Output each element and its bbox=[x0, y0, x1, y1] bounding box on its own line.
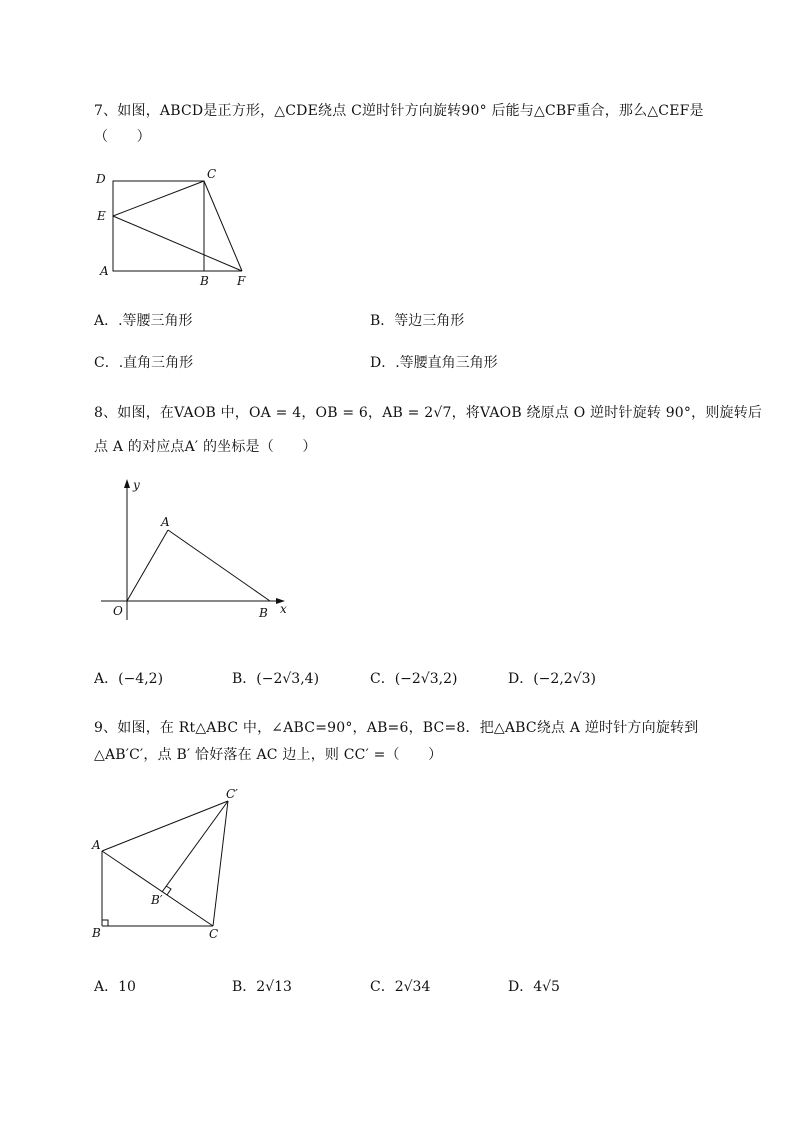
q7-square-abcd bbox=[113, 181, 204, 271]
q8-label-o: O bbox=[113, 604, 123, 618]
q7-segment-ec bbox=[113, 181, 204, 216]
q7-label-c: C bbox=[207, 167, 217, 181]
q7-label-b: B bbox=[200, 274, 209, 288]
q8-stem-line2: 点 A 的对应点A′ 的坐标是（ ） bbox=[94, 439, 317, 455]
q7-label-f: F bbox=[237, 274, 246, 288]
q9-option-d[interactable]: D．4√5 bbox=[508, 979, 560, 995]
q9-label-c: C bbox=[209, 927, 219, 941]
q8-option-b[interactable]: B．(−2√3,4) bbox=[232, 671, 320, 687]
q7-option-d[interactable]: D．.等腰直角三角形 bbox=[370, 355, 498, 371]
q9-label-b: B bbox=[92, 926, 101, 940]
q7-option-b[interactable]: B．等边三角形 bbox=[370, 313, 465, 329]
q8-label-y: y bbox=[133, 478, 140, 492]
q8-segment-ab bbox=[168, 530, 270, 601]
q9-label-a: A bbox=[92, 838, 101, 852]
q9-segment-b-prime-c-prime bbox=[162, 801, 228, 892]
q9-segment-ac-prime bbox=[102, 801, 228, 851]
q8-label-a: A bbox=[161, 515, 170, 529]
q8-option-a[interactable]: A．(−4,2) bbox=[94, 671, 164, 687]
q7-option-c[interactable]: C．.直角三角形 bbox=[94, 355, 194, 371]
q9-right-angle-b bbox=[102, 920, 108, 926]
q8-option-c[interactable]: C．(−2√3,2) bbox=[370, 671, 458, 687]
q8-segment-oa bbox=[127, 530, 168, 601]
q9-stem-line2: △AB′C′，点 B′ 恰好落在 AC 边上，则 CC′ =（ ） bbox=[94, 747, 443, 763]
q9-figure bbox=[88, 785, 248, 945]
q7-option-a[interactable]: A．.等腰三角形 bbox=[94, 313, 193, 329]
q8-y-arrow bbox=[124, 479, 130, 488]
q9-label-c-prime: C′ bbox=[226, 787, 238, 801]
q7-label-a: A bbox=[100, 264, 109, 278]
q8-stem-line1: 8、如图，在VAOB 中，OA = 4，OB = 6，AB = 2√7，将VAOB 绕原点 O 逆时针旋转 90°，则旋转后 bbox=[94, 405, 763, 421]
q9-option-b[interactable]: B．2√13 bbox=[232, 979, 292, 995]
q9-option-a[interactable]: A．10 bbox=[94, 979, 136, 995]
q8-figure bbox=[95, 475, 295, 625]
q9-stem-line1: 9、如图，在 Rt△ABC 中，∠ABC=90°，AB=6，BC=8．把△ABC绕点 A 逆时针方向旋转到 bbox=[94, 720, 699, 736]
q7-label-d: D bbox=[96, 172, 106, 186]
q7-stem-line2: （ ） bbox=[94, 129, 151, 145]
q8-label-b: B bbox=[259, 606, 268, 620]
q7-label-e: E bbox=[97, 209, 106, 223]
q7-stem-line1: 7、如图，ABCD是正方形，△CDE绕点 C逆时针方向旋转90° 后能与△CBF重合，那么△CEF是 bbox=[94, 103, 704, 119]
q9-segment-cc-prime bbox=[213, 801, 228, 926]
q9-right-angle-b-prime bbox=[166, 886, 171, 895]
q9-label-b-prime: B′ bbox=[151, 893, 163, 907]
q9-segment-ac bbox=[102, 851, 213, 926]
q7-figure bbox=[90, 165, 260, 295]
q9-option-c[interactable]: C．2√34 bbox=[370, 979, 431, 995]
q8-label-x: x bbox=[280, 602, 287, 616]
q8-option-d[interactable]: D．(−2,2√3) bbox=[508, 671, 596, 687]
